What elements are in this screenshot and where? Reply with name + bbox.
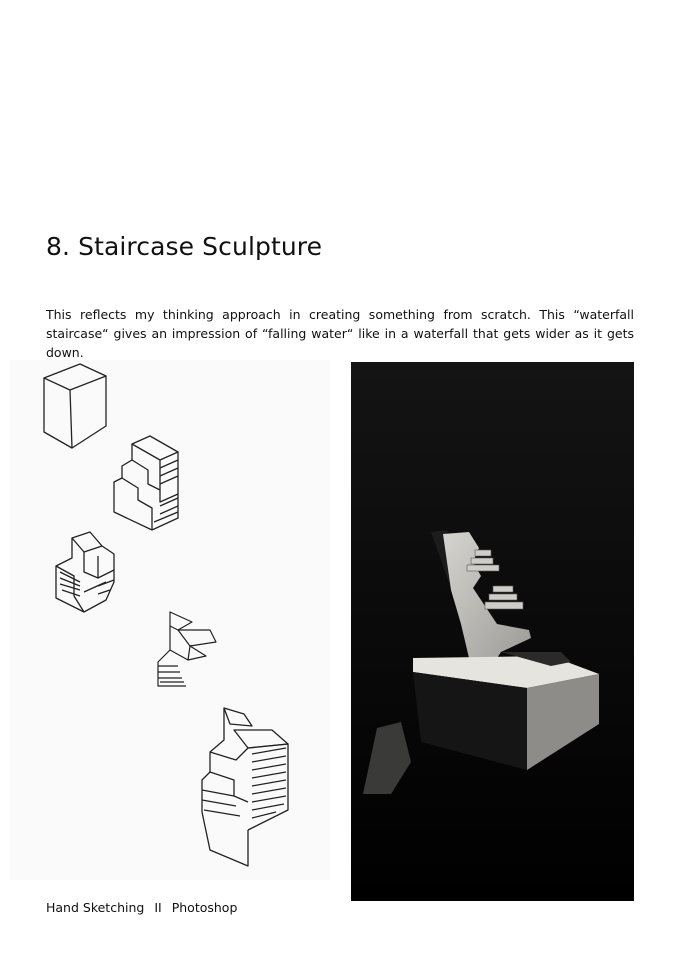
page-title: 8. Staircase Sculpture	[46, 232, 323, 261]
caption-hand-sketching: Hand Sketching	[46, 900, 145, 915]
caption-photoshop: Photoshop	[171, 900, 238, 915]
tools-caption	[46, 900, 237, 915]
caption-separator: II	[154, 900, 162, 915]
hand-sketch-illustrations	[10, 360, 330, 880]
staircase-sculpture-photo	[351, 362, 634, 901]
description-paragraph: This reflects my thinking approach in creating something from scratch. This “waterfall staircase“ gives an impression of “falling water“ like in a waterfall that gets wider as it gets down.	[46, 307, 634, 360]
